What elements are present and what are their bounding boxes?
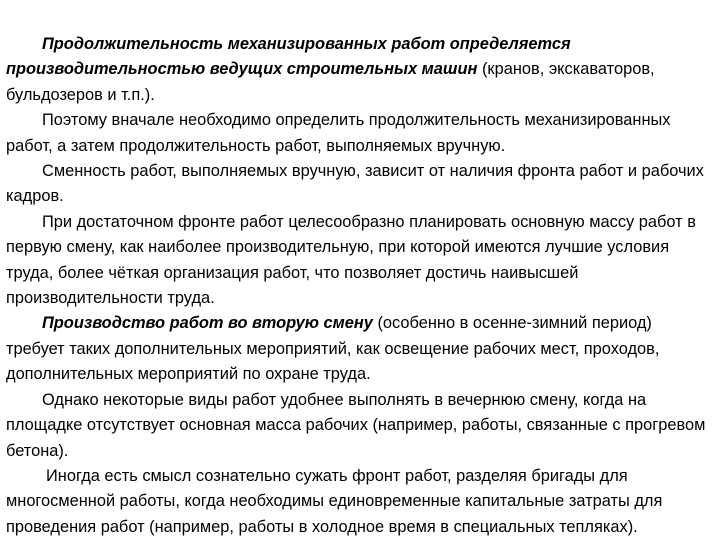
paragraph-text: Иногда есть смысл сознательно сужать фронт работ, разделяя бригады для многосменной работы, когда необходимы единовременные капитальные затраты для проведения работ (например, работы в холодное время в специальных тепляках). — [6, 466, 663, 536]
paragraph-text: (кранов, экскаваторов, бульдозеров и т.п.). — [6, 60, 655, 104]
paragraph-order — [6, 108, 706, 159]
paragraph-text: При достаточном фронте работ целесообразно планировать основную массу работ в первую смену, как наиболее производительную, при которой имеются лучшие условия труда, более чёткая организация работ, что позволяет достичь наивысшей производительности труда. — [6, 212, 696, 308]
emphasis-text: Продолжительность механизированных работ определяется производительностью ведущих строительных машин — [6, 35, 571, 79]
paragraph-shifts — [6, 159, 706, 210]
paragraph-text: Сменность работ, выполняемых вручную, зависит от наличия фронта работ и рабочих кадров. — [6, 162, 704, 206]
paragraph-duration — [6, 32, 706, 108]
paragraph-second-shift — [6, 311, 706, 387]
body-text — [6, 32, 706, 540]
paragraph-evening-shift — [6, 388, 706, 464]
paragraph-text: Однако некоторые виды работ удобнее выполнять в вечернюю смену, когда на площадке отсутствует основная масса рабочих (например, работы, связанные с прогревом бетона). — [6, 390, 706, 460]
paragraph-text: (особенно в осенне-зимний период) требует таких дополнительных мероприятий, как освещение рабочих мест, проходов, дополнительных мероприятий по охране труда. — [6, 314, 660, 384]
emphasis-text: Производство работ во вторую смену — [42, 314, 373, 333]
paragraph-text: Поэтому вначале необходимо определить продолжительность механизированных работ, а затем продолжительность работ, выполняемых вручную. — [6, 111, 671, 155]
paragraph-narrow-front — [6, 464, 706, 540]
paragraph-first-shift — [6, 210, 706, 312]
